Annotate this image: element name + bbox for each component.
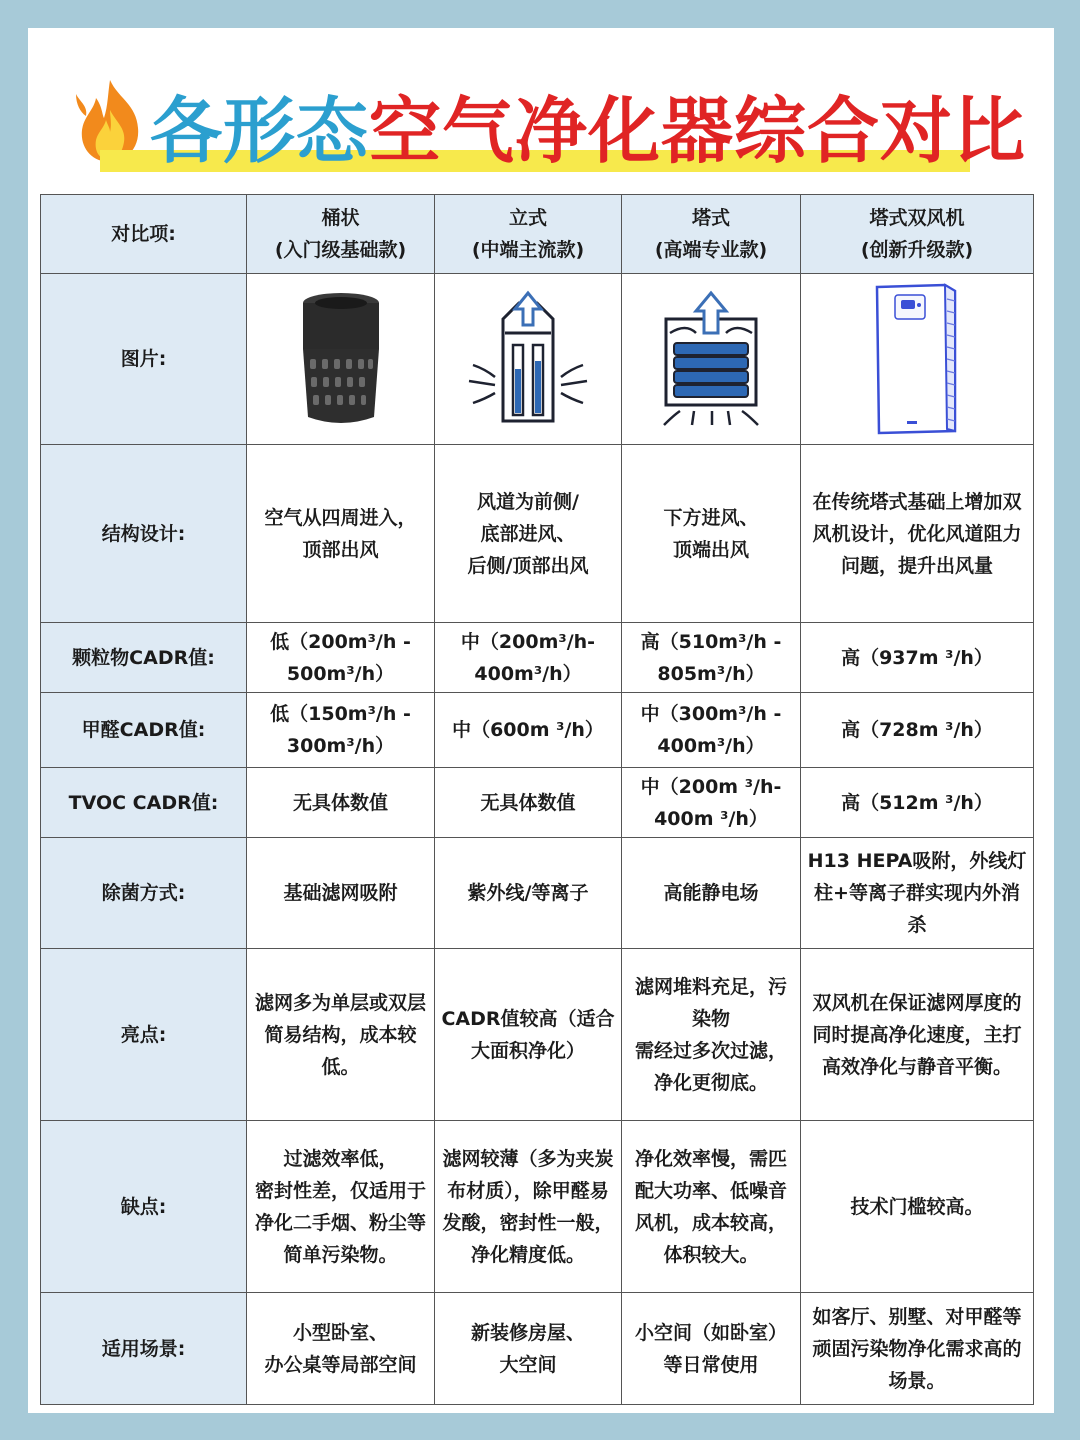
column-header [247, 195, 435, 274]
table-cell: 空气从四周进入， 顶部出风 [247, 445, 435, 623]
table-row [41, 693, 1034, 768]
table-cell: 下方进风、 顶端出风 [622, 445, 801, 623]
table-cell: 新装修房屋、 大空间 [435, 1293, 622, 1405]
column-name: 立式 [508, 207, 547, 229]
twin-fan-tower-photo [867, 281, 967, 437]
table-cell: 无具体数值 [247, 768, 435, 838]
row-label: 结构设计: [41, 445, 247, 623]
column-name: 塔式双风机 [869, 207, 965, 229]
image-cell [801, 274, 1034, 445]
image-cell [622, 274, 801, 445]
page-title [150, 86, 1026, 176]
table-cell: 技术门槛较高。 [801, 1121, 1034, 1293]
corner-cell: 对比项: [41, 195, 247, 274]
table-cell: 小型卧室、 办公桌等局部空间 [247, 1293, 435, 1405]
column-sub: (中端主流款) [471, 239, 585, 261]
table-cell: CADR值较高（适合大面积净化） [435, 949, 622, 1121]
column-header [801, 195, 1034, 274]
tower-purifier-icon [656, 289, 766, 429]
row-label: 亮点: [41, 949, 247, 1121]
table-cell: 滤网多为单层或双层简易结构，成本较低。 [247, 949, 435, 1121]
table-cell: 高（728m ³/h） [801, 693, 1034, 768]
table-cell: H13 HEPA吸附，外线灯柱+等离子群实现内外消杀 [801, 838, 1034, 949]
bucket-purifier-icon [296, 289, 386, 429]
table-cell: 如客厅、别墅、对甲醛等顽固污染物净化需求高的场景。 [801, 1293, 1034, 1405]
table-row [41, 1121, 1034, 1293]
table-row [41, 1293, 1034, 1405]
image-cell [247, 274, 435, 445]
table-cell: 滤网堆料充足，污染物 需经过多次过滤，净化更彻底。 [622, 949, 801, 1121]
row-label: TVOC CADR值: [41, 768, 247, 838]
table-cell: 小空间（如卧室）等日常使用 [622, 1293, 801, 1405]
table-cell: 中（300m³/h - 400m³/h） [622, 693, 801, 768]
table-row [41, 445, 1034, 623]
row-label: 缺点: [41, 1121, 247, 1293]
row-label: 适用场景: [41, 1293, 247, 1405]
comparison-table [40, 194, 1034, 1405]
table-row [41, 768, 1034, 838]
table-row [41, 623, 1034, 693]
column-header [622, 195, 801, 274]
row-label: 除菌方式: [41, 838, 247, 949]
image-cell [435, 274, 622, 445]
table-cell: 中（200m³/h- 400m³/h） [435, 623, 622, 693]
table-cell: 低（200m³/h - 500m³/h） [247, 623, 435, 693]
title-part-blue: 各形态 [150, 89, 370, 173]
table-cell: 滤网较薄（多为夹炭布材质），除甲醛易发酸，密封性一般，净化精度低。 [435, 1121, 622, 1293]
column-name: 桶状 [321, 207, 360, 229]
column-header [435, 195, 622, 274]
table-cell: 双风机在保证滤网厚度的同时提高净化速度，主打高效净化与静音平衡。 [801, 949, 1034, 1121]
column-sub: (入门级基础款) [274, 239, 407, 261]
table-cell: 无具体数值 [435, 768, 622, 838]
table-cell: 高（510m³/h - 805m³/h） [622, 623, 801, 693]
table-cell: 中（600m ³/h） [435, 693, 622, 768]
column-name: 塔式 [691, 207, 730, 229]
table-row [41, 838, 1034, 949]
table-cell: 高能静电场 [622, 838, 801, 949]
table-row [41, 274, 1034, 445]
table-cell: 中（200m ³/h- 400m ³/h） [622, 768, 801, 838]
table-cell: 高（512m ³/h） [801, 768, 1034, 838]
table-cell: 基础滤网吸附 [247, 838, 435, 949]
table-cell: 在传统塔式基础上增加双风机设计，优化风道阻力问题，提升出风量 [801, 445, 1034, 623]
table-cell: 低（150m³/h - 300m³/h） [247, 693, 435, 768]
column-sub: (高端专业款) [654, 239, 768, 261]
column-sub: (创新升级款) [860, 239, 974, 261]
title-part-red: 空气净化器综合对比 [369, 89, 1027, 173]
table-cell: 高（937m ³/h） [801, 623, 1034, 693]
row-label: 颗粒物CADR值: [41, 623, 247, 693]
table-row [41, 949, 1034, 1121]
row-label: 图片: [41, 274, 247, 445]
table-cell: 过滤效率低， 密封性差，仅适用于净化二手烟、粉尘等简单污染物。 [247, 1121, 435, 1293]
row-label: 甲醛CADR值: [41, 693, 247, 768]
table-cell: 紫外线/等离子 [435, 838, 622, 949]
header-row [41, 195, 1034, 274]
table-cell: 净化效率慢，需匹配大功率、低噪音风机，成本较高，体积较大。 [622, 1121, 801, 1293]
vertical-purifier-icon [463, 289, 593, 429]
table-cell: 风道为前侧/ 底部进风、 后侧/顶部出风 [435, 445, 622, 623]
